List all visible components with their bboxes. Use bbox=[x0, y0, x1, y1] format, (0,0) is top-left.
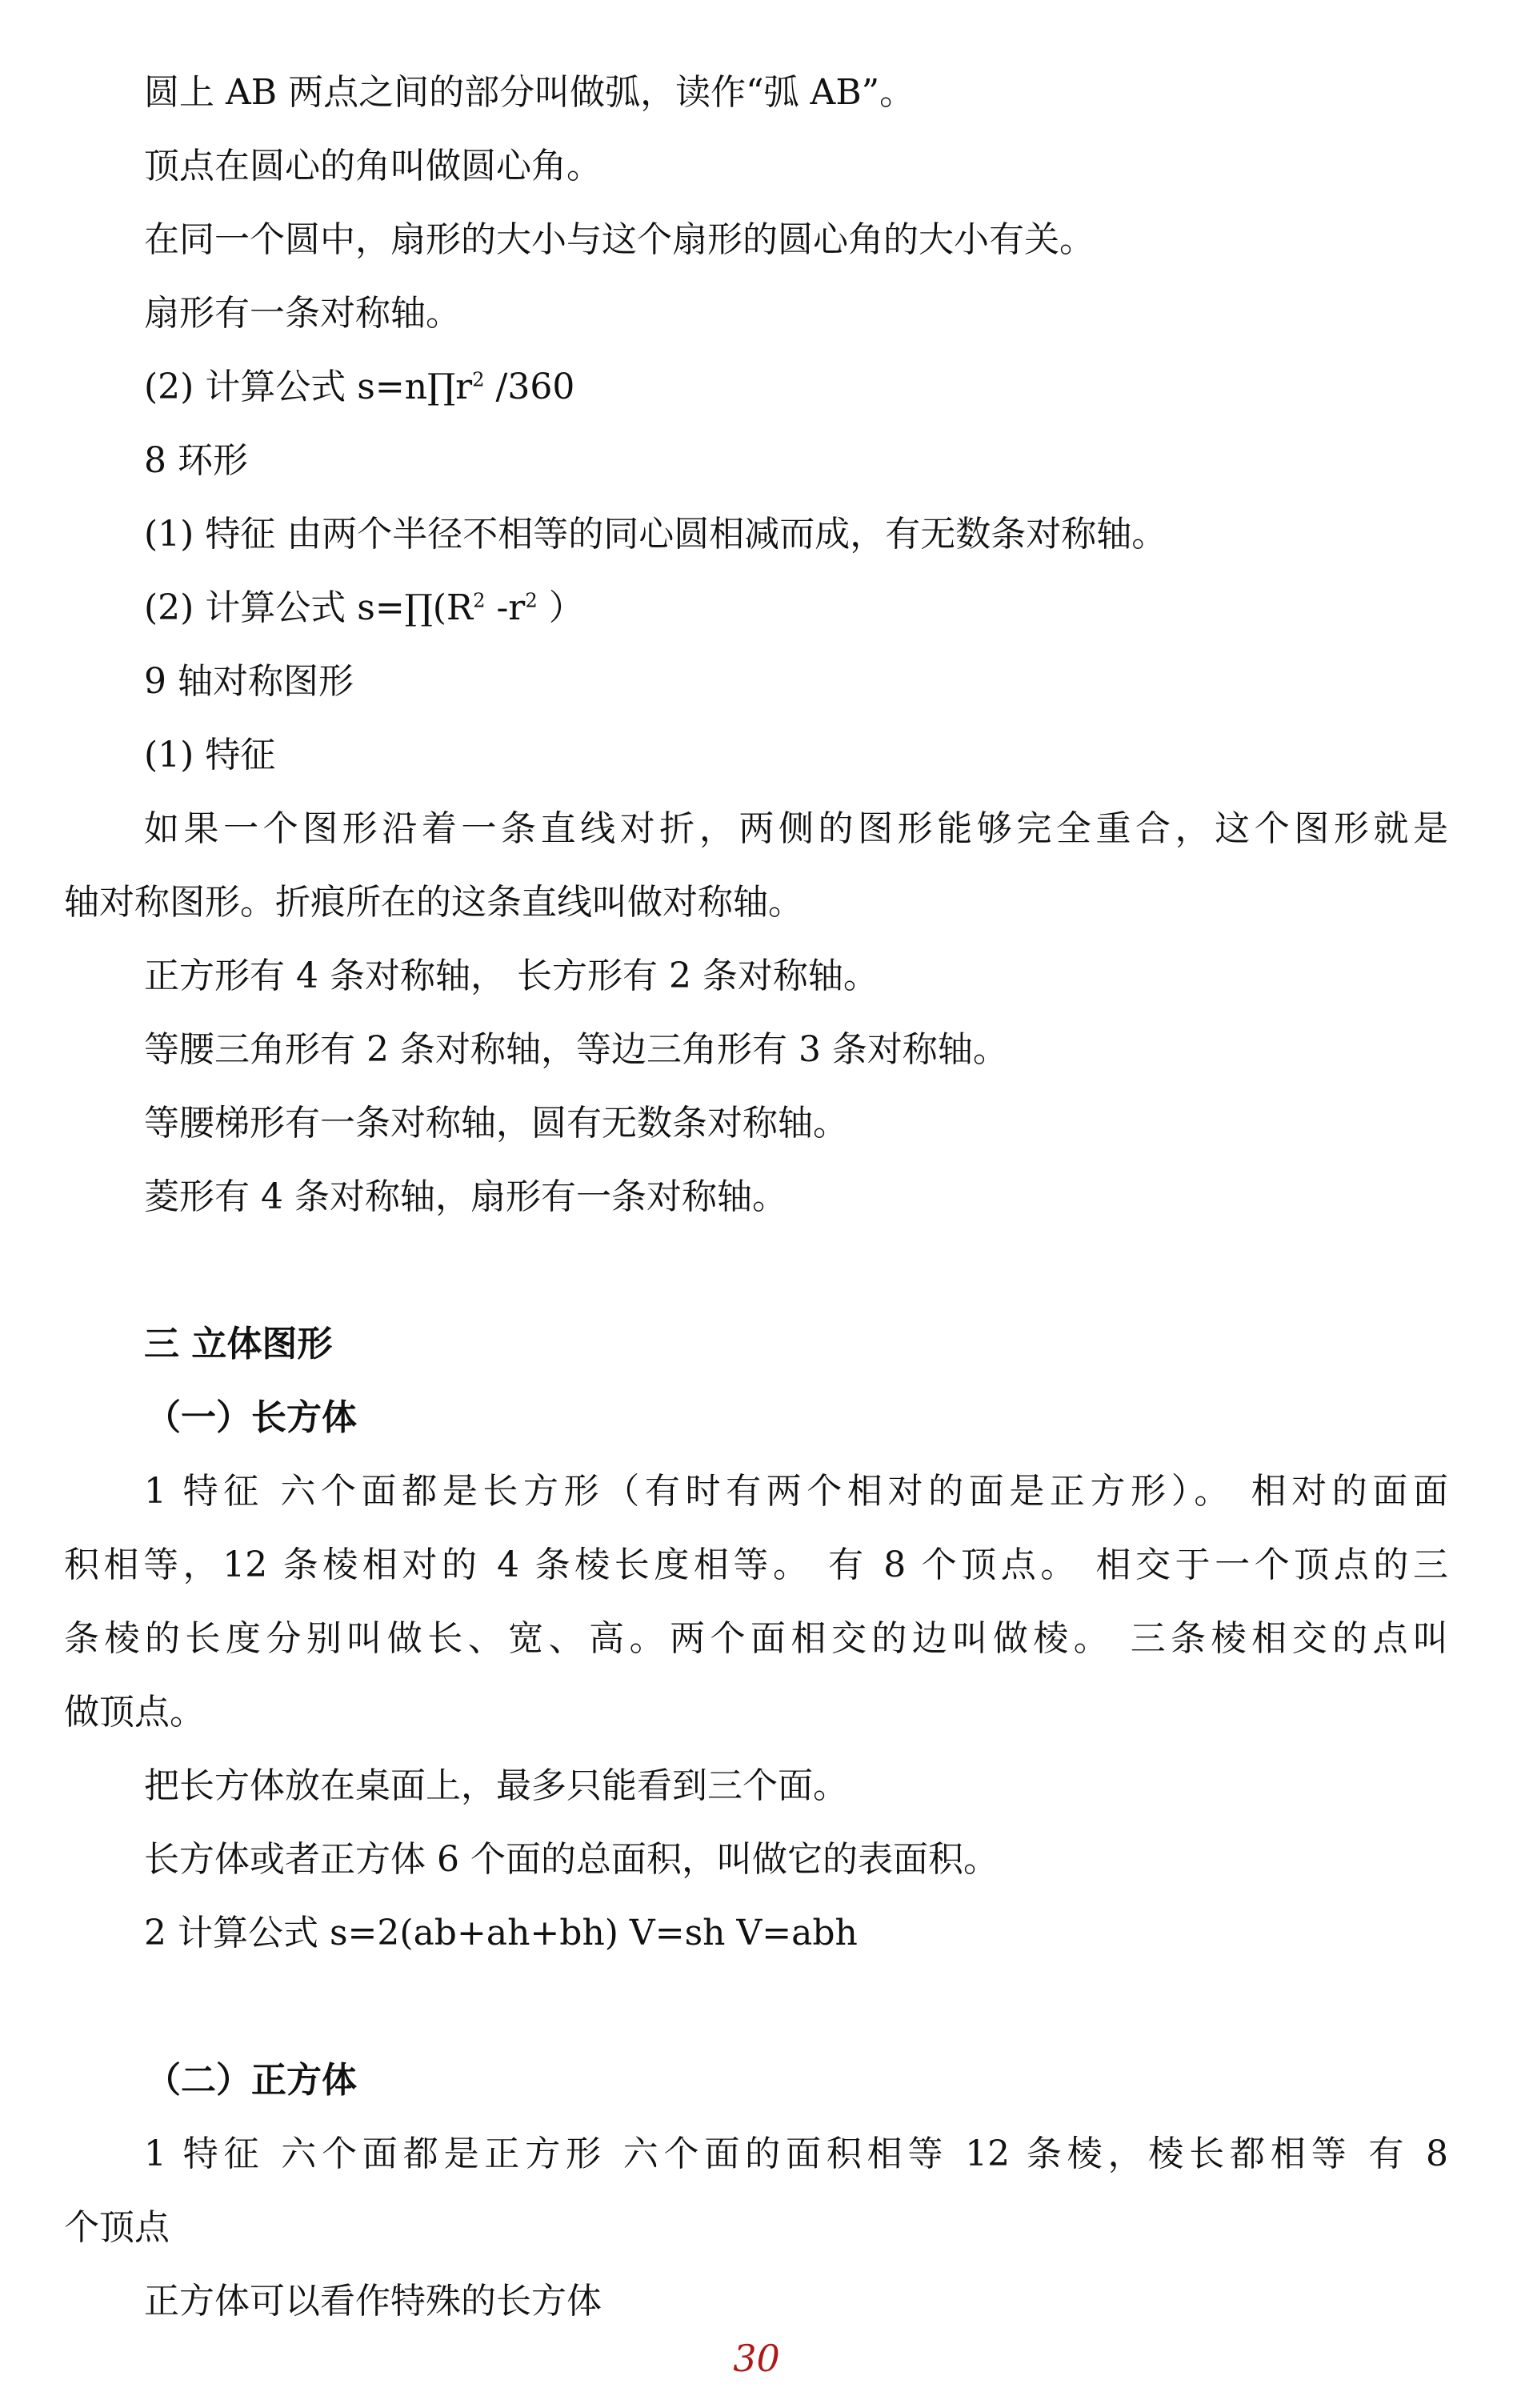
text-line: 把长方体放在桌面上，最多只能看到三个面。 bbox=[144, 1765, 848, 1806]
formula-text: -r bbox=[485, 587, 526, 628]
text-line: 在同一个圆中，扇形的大小与这个扇形的圆心角的大小有关。 bbox=[144, 219, 1095, 260]
section-heading: 9 轴对称图形 bbox=[144, 661, 354, 702]
formula-line: 2 计算公式 s=2(ab+ah+bh) V=sh V=abh bbox=[144, 1913, 858, 1953]
formula-line bbox=[144, 586, 584, 631]
chapter-heading: 三 立体图形 bbox=[144, 1324, 333, 1364]
superscript: 2 bbox=[472, 368, 485, 391]
formula-line bbox=[144, 365, 574, 410]
text-line: 顶点在圆心的角叫做圆心角。 bbox=[144, 146, 602, 186]
text-line: 等腰三角形有 2 条对称轴，等边三角形有 3 条对称轴。 bbox=[144, 1029, 1008, 1070]
paragraph-line: 条棱的长度分别叫做长、宽、高。两个面相交的边叫做棱。 三条棱相交的点叫 bbox=[64, 1618, 1448, 1659]
paragraph-line: 1 特征 六个面都是正方形 六个面的面积相等 12 条棱，棱长都相等 有 8 bbox=[144, 2134, 1448, 2174]
paragraph-line: 个顶点 bbox=[64, 2207, 170, 2248]
text-line: 长方体或者正方体 6 个面的总面积，叫做它的表面积。 bbox=[144, 1839, 999, 1880]
superscript: 2 bbox=[525, 589, 538, 612]
formula-text: /360 bbox=[484, 367, 575, 407]
paragraph-line: 如果一个图形沿着一条直线对折，两侧的图形能够完全重合，这个图形就是 bbox=[144, 808, 1448, 849]
paragraph-line: 轴对称图形。折痕所在的这条直线叫做对称轴。 bbox=[64, 882, 803, 923]
text-line: 圆上 AB 两点之间的部分叫做弧，读作“弧 AB”。 bbox=[144, 72, 915, 113]
subsection-heading: （一）长方体 bbox=[146, 1397, 357, 1438]
section-heading: 8 环形 bbox=[144, 440, 248, 481]
text-line: 扇形有一条对称轴。 bbox=[144, 293, 461, 334]
superscript: 2 bbox=[473, 589, 486, 612]
page-number: 30 bbox=[733, 2337, 780, 2380]
formula-text: ） bbox=[537, 587, 584, 628]
paragraph-line: 做顶点。 bbox=[64, 1692, 205, 1733]
paragraph-line: 积相等，12 条棱相对的 4 条棱长度相等。 有 8 个顶点。 相交于一个顶点的三 bbox=[64, 1545, 1448, 1585]
text-line: 正方形有 4 条对称轴， 长方形有 2 条对称轴。 bbox=[144, 956, 879, 996]
text-line: 正方体可以看作特殊的长方体 bbox=[144, 2281, 602, 2322]
formula-text: (2) 计算公式 s=n∏r bbox=[144, 367, 473, 407]
text-line: 菱形有 4 条对称轴，扇形有一条对称轴。 bbox=[144, 1176, 787, 1217]
text-line: 等腰梯形有一条对称轴，圆有无数条对称轴。 bbox=[144, 1103, 848, 1144]
paragraph-line: 1 特征 六个面都是长方形（有时有两个相对的面是正方形）。 相对的面面 bbox=[144, 1471, 1448, 1512]
text-line: (1) 特征 由两个半径不相等的同心圆相减而成，有无数条对称轴。 bbox=[144, 514, 1167, 555]
text-line: (1) 特征 bbox=[144, 735, 276, 775]
subsection-heading: （二）正方体 bbox=[146, 2060, 357, 2101]
formula-text: (2) 计算公式 s=∏(R bbox=[144, 587, 474, 628]
